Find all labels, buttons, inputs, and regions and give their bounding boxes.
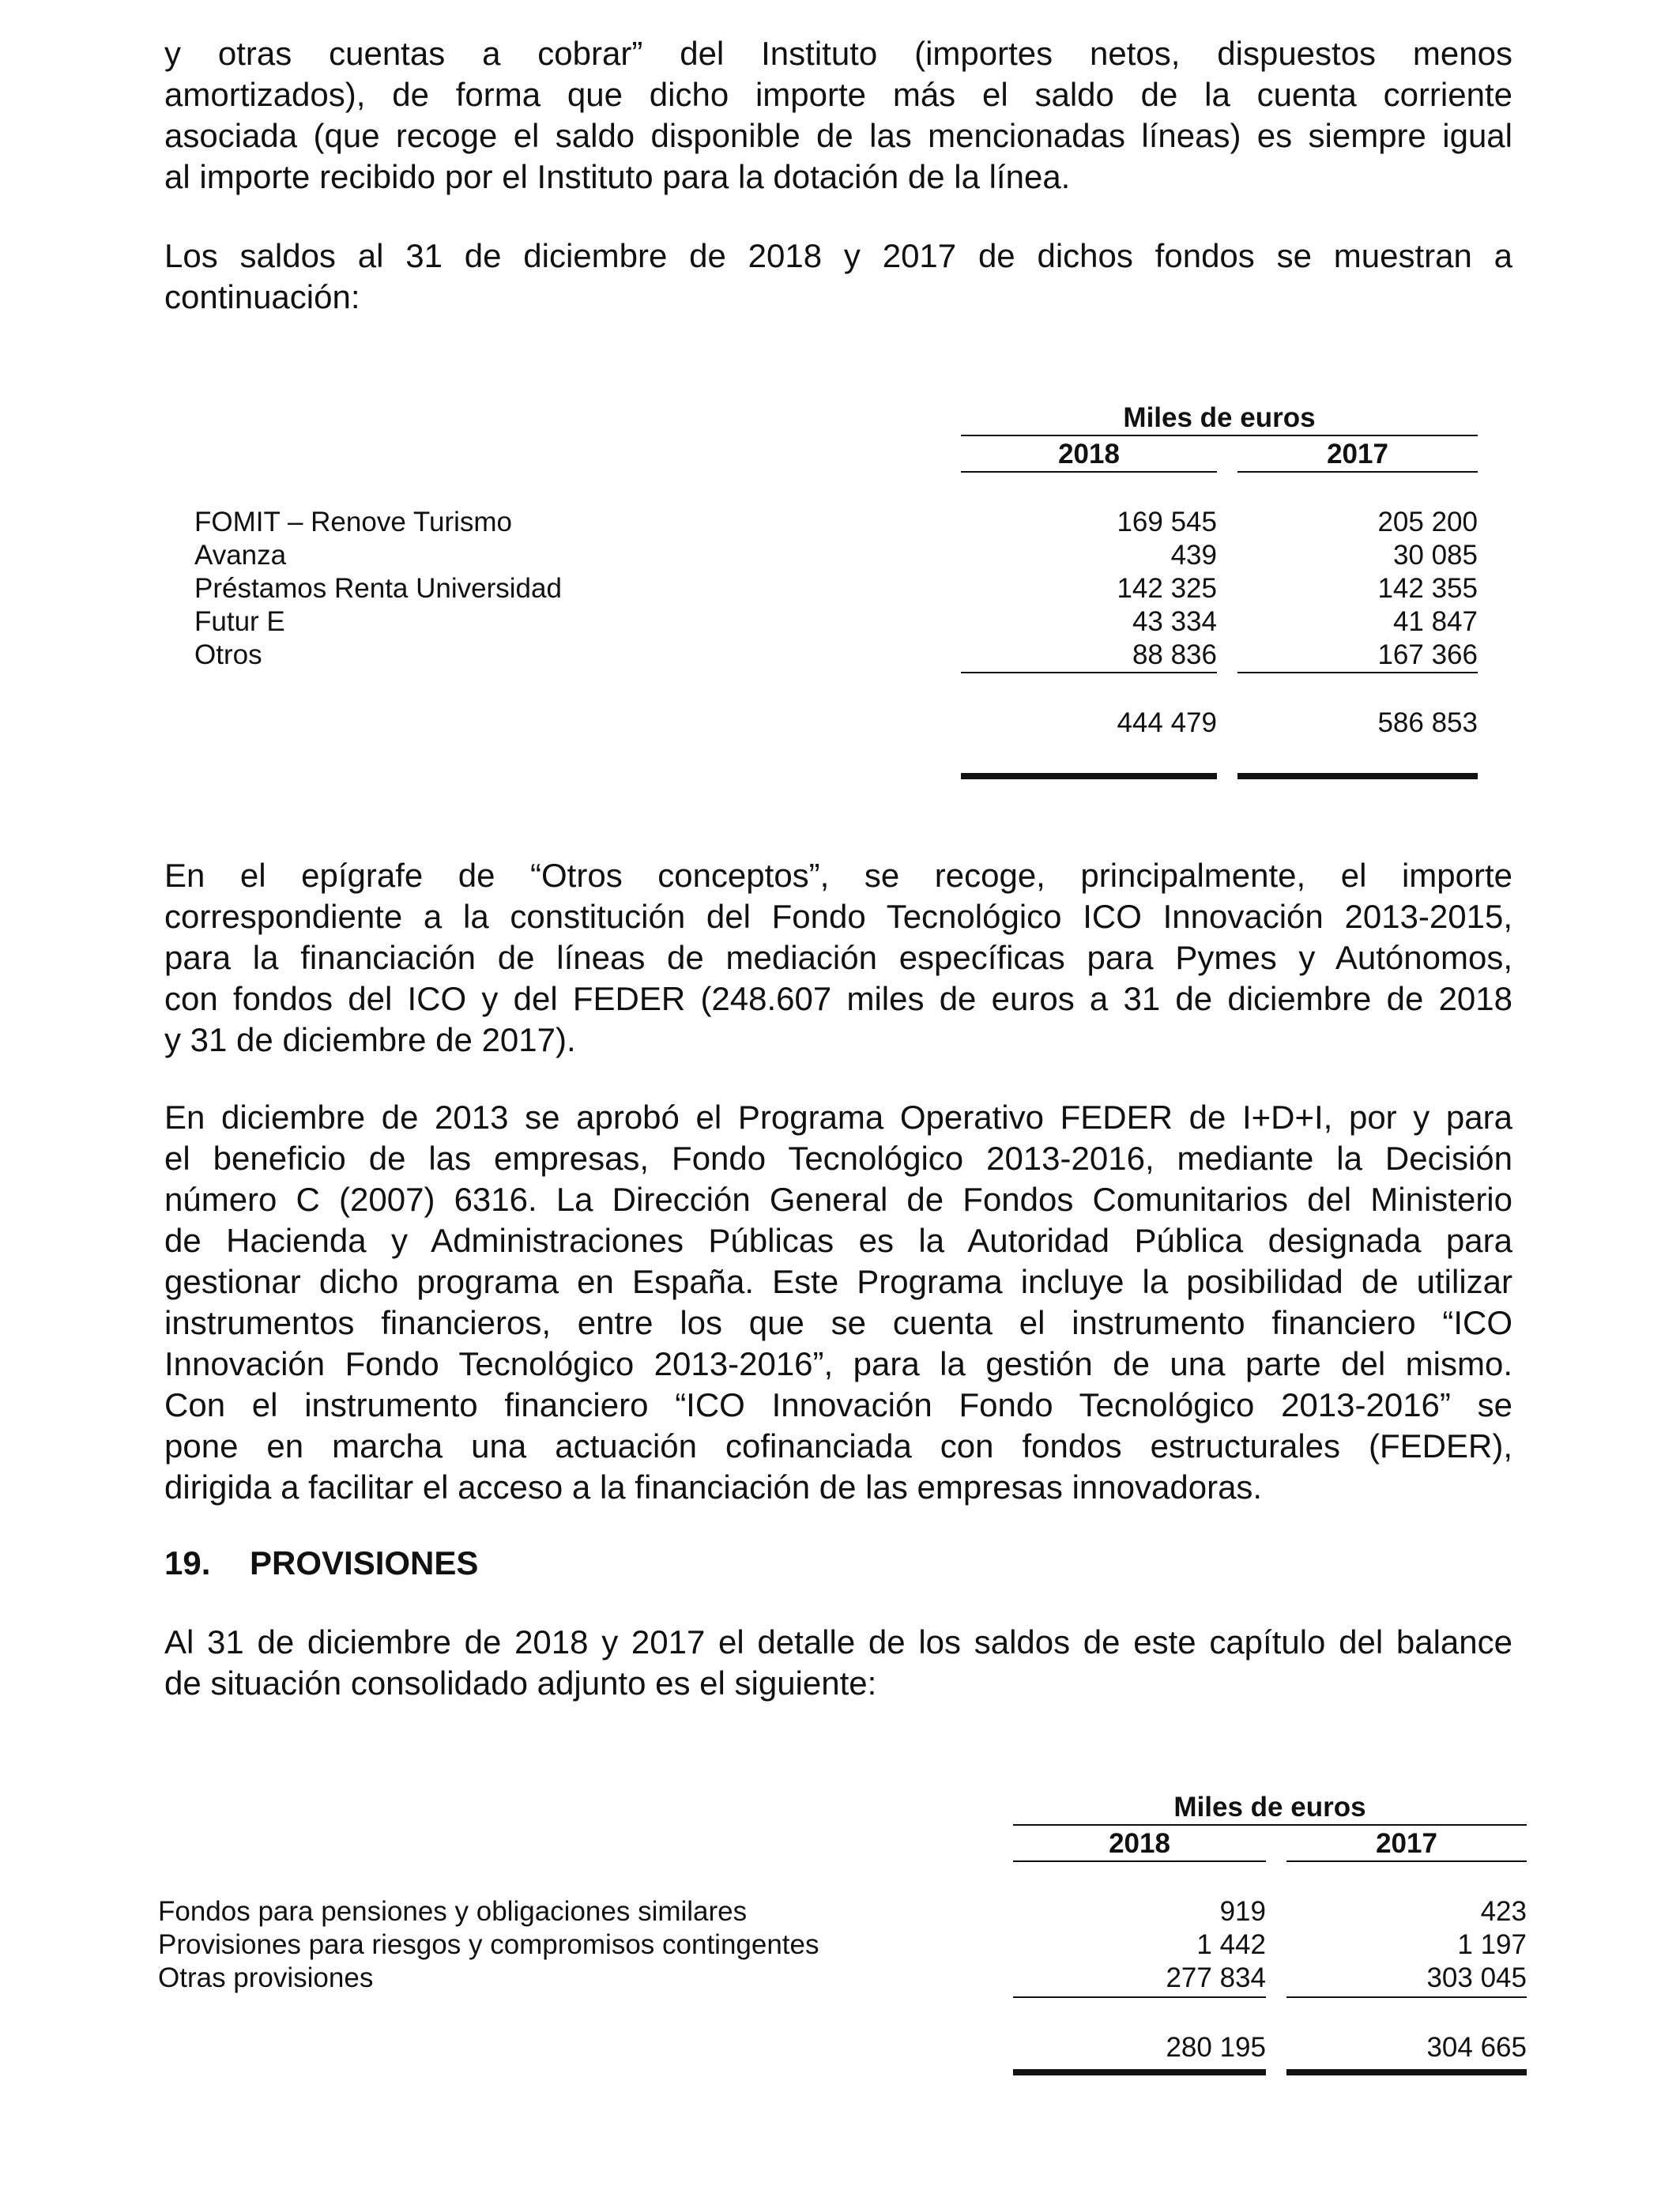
value-2017: 41 847 <box>1392 606 1478 637</box>
value-2017: 167 366 <box>1377 639 1478 670</box>
text-line: el beneficio de las empresas, Fondo Tecnológico 2013-2016, mediante la Decisión <box>164 1140 1512 1177</box>
value-2018: 43 334 <box>1132 606 1217 637</box>
column-header-2017: 2017 <box>1376 1828 1437 1859</box>
text-line: continuación: <box>164 278 360 315</box>
total-2017: 586 853 <box>1377 707 1478 738</box>
text-line: Los saldos al 31 de diciembre de 2018 y 2017 de dichos fondos se muestran a <box>164 237 1512 274</box>
header-rule <box>1013 1824 1527 1826</box>
text-line: dirigida a facilitar el acceso a la financiación de las empresas innovadoras. <box>164 1468 1263 1506</box>
text-line: de situación consolidado adjunto es el siguiente: <box>164 1664 877 1702</box>
value-2017: 423 <box>1480 1896 1527 1927</box>
text-line: y 31 de diciembre de 2017). <box>164 1021 576 1058</box>
text-line: Innovación Fondo Tecnológico 2013-2016”, para la gestión de una parte del mismo. <box>164 1345 1512 1382</box>
row-label: Avanza <box>194 540 287 571</box>
column-header-2018: 2018 <box>1058 439 1120 469</box>
total-double-rule-2017 <box>1286 2069 1527 2075</box>
total-2018: 280 195 <box>1166 2032 1266 2063</box>
text-line: En diciembre de 2013 se aprobó el Programa Operativo FEDER de I+D+I, por y para <box>164 1099 1512 1136</box>
value-2018: 88 836 <box>1132 639 1217 670</box>
value-2017: 303 045 <box>1426 1962 1527 1993</box>
text-line: asociada (que recoge el saldo disponible de las mencionadas líneas) es siempre igual <box>164 117 1512 154</box>
row-label: Préstamos Renta Universidad <box>194 573 562 604</box>
row-label: Otros <box>194 639 262 670</box>
row-label: Fondos para pensiones y obligaciones similares <box>158 1896 748 1927</box>
text-line: para la financiación de líneas de mediación específicas para Pymes y Autónomos, <box>164 939 1512 976</box>
total-2017: 304 665 <box>1426 2032 1527 2063</box>
subtotal-rule-2017 <box>1286 1996 1527 1998</box>
column-rule-2017 <box>1286 1860 1527 1862</box>
section-number: 19. <box>164 1544 211 1581</box>
text-line: de Hacienda y Administraciones Públicas es la Autoridad Pública designada para <box>164 1222 1512 1259</box>
value-2018: 142 325 <box>1117 573 1217 604</box>
text-line: instrumentos financieros, entre los que se cuenta el instrumento financiero “ICO <box>164 1304 1512 1341</box>
row-label: Provisiones para riesgos y compromisos contingentes <box>158 1929 819 1960</box>
value-2018: 169 545 <box>1117 507 1217 537</box>
value-2017: 205 200 <box>1377 507 1478 537</box>
subtotal-rule-2018 <box>1013 1996 1266 1998</box>
value-2018: 439 <box>1170 540 1217 571</box>
row-label: Otras provisiones <box>158 1962 374 1993</box>
text-line: Al 31 de diciembre de 2018 y 2017 el detalle de los saldos de este capítulo del balance <box>164 1623 1512 1661</box>
text-line: y otras cuentas a cobrar” del Instituto (importes netos, dispuestos menos <box>164 35 1512 72</box>
value-2018: 277 834 <box>1166 1962 1266 1993</box>
value-2018: 1 442 <box>1196 1929 1266 1960</box>
text-line: En el epígrafe de “Otros conceptos”, se recoge, principalmente, el importe <box>164 857 1512 894</box>
text-line: número C (2007) 6316. La Dirección General de Fondos Comunitarios del Ministerio <box>164 1181 1512 1218</box>
text-line: amortizados), de forma que dicho importe más el saldo de la cuenta corriente <box>164 76 1512 113</box>
row-label: Futur E <box>194 606 285 637</box>
table-unit-header: Miles de euros <box>1173 1792 1366 1823</box>
column-rule-2018 <box>1013 1860 1266 1862</box>
value-2017: 1 197 <box>1457 1929 1527 1960</box>
value-2017: 142 355 <box>1377 573 1478 604</box>
text-line: Con el instrumento financiero “ICO Innovación Fondo Tecnológico 2013-2016” se <box>164 1386 1512 1423</box>
total-double-rule-2018 <box>1013 2069 1266 2075</box>
column-header-2018: 2018 <box>1109 1828 1170 1859</box>
column-header-2017: 2017 <box>1327 439 1388 469</box>
text-line: correspondiente a la constitución del Fondo Tecnológico ICO Innovación 2013-2015, <box>164 898 1512 935</box>
value-2018: 919 <box>1219 1896 1266 1927</box>
text-line: con fondos del ICO y del FEDER (248.607 miles de euros a 31 de diciembre de 2018 <box>164 980 1512 1017</box>
table-unit-header: Miles de euros <box>1123 402 1316 433</box>
text-line: al importe recibido por el Instituto para la dotación de la línea. <box>164 158 1071 195</box>
text-line: gestionar dicho programa en España. Este Programa incluye la posibilidad de utilizar <box>164 1263 1512 1300</box>
text-line: pone en marcha una actuación cofinanciada con fondos estructurales (FEDER), <box>164 1427 1512 1465</box>
value-2017: 30 085 <box>1392 540 1478 571</box>
row-label: FOMIT – Renove Turismo <box>194 507 512 537</box>
total-2018: 444 479 <box>1117 707 1217 738</box>
section-title: PROVISIONES <box>250 1544 479 1581</box>
